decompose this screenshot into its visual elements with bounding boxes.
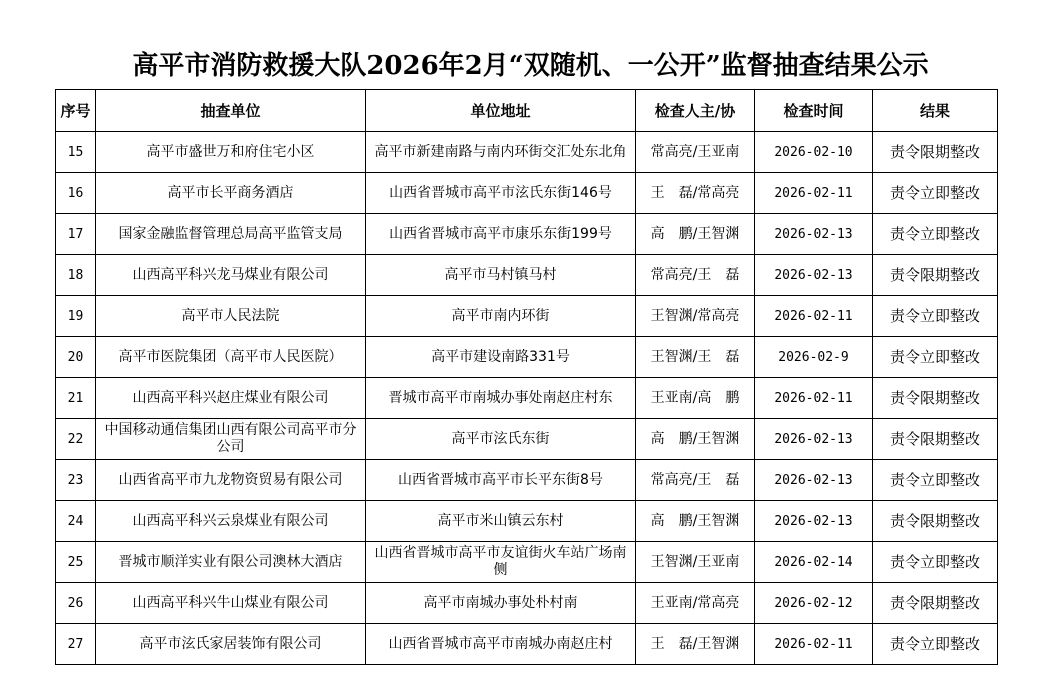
table-row — [56, 255, 998, 296]
result-cell: 责令立即整改 — [873, 337, 998, 378]
inspection-date-cell: 2026-02-11 — [755, 378, 873, 419]
inspection-date-cell: 2026-02-11 — [755, 624, 873, 665]
unit-name-cell: 山西高平科兴牛山煤业有限公司 — [96, 583, 366, 624]
address-cell: 高平市泫氏东街 — [366, 419, 636, 460]
address-cell: 山西省晋城市高平市友谊街火车站广场南侧 — [366, 542, 636, 583]
result-cell: 责令立即整改 — [873, 542, 998, 583]
serial-number-cell: 15 — [56, 132, 96, 173]
header-serial-number: 序号 — [56, 90, 96, 132]
address-cell: 高平市米山镇云东村 — [366, 501, 636, 542]
address-cell: 高平市新建南路与南内环街交汇处东北角 — [366, 132, 636, 173]
inspection-date-cell: 2026-02-13 — [755, 501, 873, 542]
inspection-date-cell: 2026-02-12 — [755, 583, 873, 624]
inspectors-cell: 王智渊/王 磊 — [636, 337, 755, 378]
page-title: 高平市消防救援大队2026年2月“双随机、一公开”监督抽查结果公示 — [132, 51, 929, 81]
address-cell: 高平市马村镇马村 — [366, 255, 636, 296]
inspectors-cell: 王亚南/高 鹏 — [636, 378, 755, 419]
serial-number-cell: 26 — [56, 583, 96, 624]
table-row — [56, 542, 998, 583]
result-cell: 责令立即整改 — [873, 214, 998, 255]
serial-number-cell: 20 — [56, 337, 96, 378]
serial-number-cell: 23 — [56, 460, 96, 501]
inspectors-cell: 王 磊/王智渊 — [636, 624, 755, 665]
unit-name-cell: 国家金融监督管理总局高平监管支局 — [96, 214, 366, 255]
table-header-row — [56, 90, 998, 132]
header-inspection-date: 检查时间 — [755, 90, 873, 132]
address-cell: 山西省晋城市高平市泫氏东街146号 — [366, 173, 636, 214]
address-cell: 山西省晋城市高平市南城办南赵庄村 — [366, 624, 636, 665]
table-row — [56, 501, 998, 542]
inspectors-cell: 王亚南/常高亮 — [636, 583, 755, 624]
result-cell: 责令立即整改 — [873, 296, 998, 337]
unit-name-cell: 高平市泫氏家居装饰有限公司 — [96, 624, 366, 665]
inspection-date-cell: 2026-02-9 — [755, 337, 873, 378]
table-row — [56, 296, 998, 337]
serial-number-cell: 25 — [56, 542, 96, 583]
table-row — [56, 583, 998, 624]
table-row — [56, 214, 998, 255]
inspectors-cell: 高 鹏/王智渊 — [636, 419, 755, 460]
inspectors-cell: 常高亮/王亚南 — [636, 132, 755, 173]
table-row — [56, 132, 998, 173]
inspectors-cell: 王 磊/常高亮 — [636, 173, 755, 214]
result-cell: 责令限期整改 — [873, 501, 998, 542]
serial-number-cell: 24 — [56, 501, 96, 542]
header-unit-address: 单位地址 — [366, 90, 636, 132]
serial-number-cell: 19 — [56, 296, 96, 337]
table-row — [56, 419, 998, 460]
address-cell: 晋城市高平市南城办事处南赵庄村东 — [366, 378, 636, 419]
unit-name-cell: 高平市盛世万和府住宅小区 — [96, 132, 366, 173]
inspectors-cell: 常高亮/王 磊 — [636, 460, 755, 501]
inspectors-cell: 高 鹏/王智渊 — [636, 501, 755, 542]
address-cell: 高平市南城办事处朴村南 — [366, 583, 636, 624]
header-inspected-unit: 抽查单位 — [96, 90, 366, 132]
result-cell: 责令限期整改 — [873, 255, 998, 296]
header-inspectors: 检查人主/协 — [636, 90, 755, 132]
unit-name-cell: 山西高平科兴赵庄煤业有限公司 — [96, 378, 366, 419]
inspectors-cell: 常高亮/王 磊 — [636, 255, 755, 296]
address-cell: 山西省晋城市高平市康乐东街199号 — [366, 214, 636, 255]
inspection-date-cell: 2026-02-13 — [755, 460, 873, 501]
result-cell: 责令立即整改 — [873, 173, 998, 214]
serial-number-cell: 21 — [56, 378, 96, 419]
table-row — [56, 337, 998, 378]
inspection-date-cell: 2026-02-10 — [755, 132, 873, 173]
inspectors-cell: 王智渊/王亚南 — [636, 542, 755, 583]
result-cell: 责令限期整改 — [873, 378, 998, 419]
inspection-date-cell: 2026-02-14 — [755, 542, 873, 583]
header-result: 结果 — [873, 90, 998, 132]
table-row — [56, 378, 998, 419]
result-cell: 责令立即整改 — [873, 624, 998, 665]
unit-name-cell: 山西高平科兴龙马煤业有限公司 — [96, 255, 366, 296]
inspection-date-cell: 2026-02-13 — [755, 419, 873, 460]
inspection-results-table — [55, 89, 998, 665]
unit-name-cell: 山西高平科兴云泉煤业有限公司 — [96, 501, 366, 542]
serial-number-cell: 18 — [56, 255, 96, 296]
result-cell: 责令限期整改 — [873, 132, 998, 173]
table-row — [56, 624, 998, 665]
inspection-date-cell: 2026-02-13 — [755, 255, 873, 296]
table-row — [56, 173, 998, 214]
address-cell: 高平市南内环街 — [366, 296, 636, 337]
result-cell: 责令限期整改 — [873, 583, 998, 624]
serial-number-cell: 16 — [56, 173, 96, 214]
inspection-date-cell: 2026-02-11 — [755, 173, 873, 214]
inspectors-cell: 王智渊/常高亮 — [636, 296, 755, 337]
inspection-date-cell: 2026-02-13 — [755, 214, 873, 255]
unit-name-cell: 中国移动通信集团山西有限公司高平市分公司 — [96, 419, 366, 460]
inspectors-cell: 高 鹏/王智渊 — [636, 214, 755, 255]
serial-number-cell: 22 — [56, 419, 96, 460]
address-cell: 山西省晋城市高平市长平东街8号 — [366, 460, 636, 501]
unit-name-cell: 高平市长平商务酒店 — [96, 173, 366, 214]
serial-number-cell: 27 — [56, 624, 96, 665]
inspection-date-cell: 2026-02-11 — [755, 296, 873, 337]
address-cell: 高平市建设南路331号 — [366, 337, 636, 378]
unit-name-cell: 晋城市顺洋实业有限公司澳林大酒店 — [96, 542, 366, 583]
result-cell: 责令立即整改 — [873, 460, 998, 501]
unit-name-cell: 高平市医院集团（高平市人民医院） — [96, 337, 366, 378]
unit-name-cell: 山西省高平市九龙物资贸易有限公司 — [96, 460, 366, 501]
unit-name-cell: 高平市人民法院 — [96, 296, 366, 337]
serial-number-cell: 17 — [56, 214, 96, 255]
result-cell: 责令限期整改 — [873, 419, 998, 460]
table-row — [56, 460, 998, 501]
